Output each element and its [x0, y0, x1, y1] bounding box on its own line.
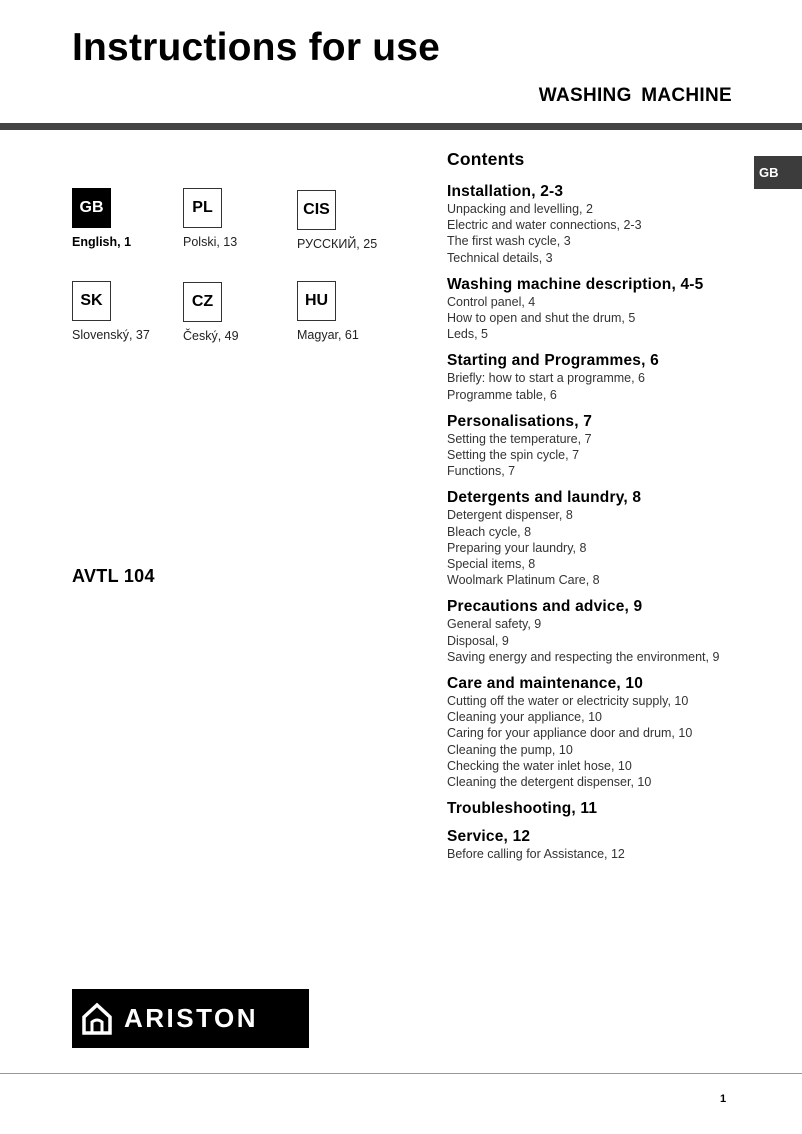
language-pl[interactable]: [183, 188, 238, 249]
toc-section-heading[interactable]: Service, 12: [447, 828, 531, 846]
toc-section-heading[interactable]: Installation, 2-3: [447, 183, 564, 200]
toc-section: [447, 489, 777, 588]
language-code-box[interactable]: CIS: [297, 190, 336, 230]
model-number: AVTL 104: [72, 566, 155, 586]
toc-section: [447, 183, 777, 266]
page-title: Instructions for use: [72, 26, 441, 69]
toc-section-heading[interactable]: Personalisations, 7: [447, 412, 593, 430]
language-code-box[interactable]: PL: [183, 188, 222, 228]
language-code-box[interactable]: SK: [72, 281, 111, 321]
toc-section-heading[interactable]: Detergents and laundry, 8: [447, 489, 642, 507]
language-cis[interactable]: [297, 190, 378, 251]
toc-section: [447, 598, 777, 665]
toc-section-heading[interactable]: Starting and Programmes, 6: [447, 352, 659, 370]
house-icon: [82, 1002, 112, 1036]
toc-item[interactable]: Setting the spin cycle, 7: [447, 448, 580, 463]
toc-item[interactable]: Control panel, 4: [447, 294, 536, 309]
toc-section: [447, 800, 777, 818]
toc-section: [447, 276, 777, 343]
language-cz[interactable]: [183, 282, 239, 343]
toc-section: [447, 413, 777, 480]
toc-item[interactable]: Cleaning the detergent dispenser, 10: [447, 775, 652, 790]
toc-item[interactable]: Cutting off the water or electricity supply, 10: [447, 694, 689, 709]
toc-section-heading[interactable]: Washing machine description, 4-5: [447, 275, 704, 293]
ariston-logo: [72, 989, 309, 1048]
toc-section-heading[interactable]: Care and maintenance, 10: [447, 675, 644, 693]
toc-item[interactable]: Functions, 7: [447, 464, 516, 479]
header-divider: [0, 123, 802, 130]
contents-title: Contents: [447, 149, 525, 169]
language-label: Magyar, 61: [297, 328, 359, 342]
toc-item[interactable]: How to open and shut the drum, 5: [447, 311, 636, 326]
language-hu[interactable]: [297, 281, 359, 342]
toc-section-heading[interactable]: Precautions and advice, 9: [447, 598, 643, 616]
toc-sections: [447, 183, 777, 862]
toc-item[interactable]: Caring for your appliance door and drum, 10: [447, 726, 693, 741]
toc-section: [447, 352, 777, 402]
page-subtitle: WASHING MACHINE: [538, 85, 732, 106]
language-label: РУССКИЙ, 25: [297, 237, 378, 251]
language-code-box[interactable]: GB: [72, 188, 111, 228]
toc-item[interactable]: General safety, 9: [447, 617, 542, 632]
toc-item[interactable]: Saving energy and respecting the environment, 9: [447, 649, 720, 664]
language-label: Slovenský, 37: [72, 328, 150, 342]
toc-item[interactable]: Woolmark Platinum Care, 8: [447, 573, 600, 588]
toc-item[interactable]: Technical details, 3: [447, 250, 553, 265]
toc-item[interactable]: Special items, 8: [447, 557, 536, 572]
language-code-box[interactable]: CZ: [183, 282, 222, 322]
toc-section: [447, 828, 777, 862]
toc-section-heading[interactable]: Troubleshooting, 11: [447, 800, 598, 818]
toc-item[interactable]: Preparing your laundry, 8: [447, 540, 587, 555]
language-label: English, 1: [72, 235, 132, 249]
toc-item[interactable]: Bleach cycle, 8: [447, 524, 532, 539]
table-of-contents: [447, 149, 777, 872]
toc-item[interactable]: The first wash cycle, 3: [447, 234, 571, 249]
toc-item[interactable]: Detergent dispenser, 8: [447, 508, 573, 523]
toc-item[interactable]: Briefly: how to start a programme, 6: [447, 371, 645, 386]
language-gb[interactable]: [72, 188, 132, 249]
toc-item[interactable]: Leds, 5: [447, 327, 489, 342]
logo-text: ARISTON: [124, 1003, 259, 1033]
toc-item[interactable]: Cleaning your appliance, 10: [447, 710, 602, 725]
footer-divider: [0, 1073, 802, 1074]
toc-item[interactable]: Checking the water inlet hose, 10: [447, 758, 632, 773]
toc-item[interactable]: Setting the temperature, 7: [447, 431, 592, 446]
language-sk[interactable]: [72, 281, 150, 342]
page-number: 1: [720, 1093, 727, 1105]
toc-item[interactable]: Programme table, 6: [447, 387, 557, 402]
toc-item[interactable]: Electric and water connections, 2-3: [447, 218, 642, 233]
language-code-box[interactable]: HU: [297, 281, 336, 321]
language-side-tab[interactable]: GB: [754, 156, 802, 189]
toc-section: [447, 675, 777, 790]
toc-item[interactable]: Unpacking and levelling, 2: [447, 202, 593, 216]
toc-item[interactable]: Before calling for Assistance, 12: [447, 847, 625, 862]
language-label: Polski, 13: [183, 235, 238, 249]
toc-item[interactable]: Cleaning the pump, 10: [447, 742, 573, 757]
toc-item[interactable]: Disposal, 9: [447, 633, 509, 648]
language-label: Český, 49: [183, 329, 239, 343]
